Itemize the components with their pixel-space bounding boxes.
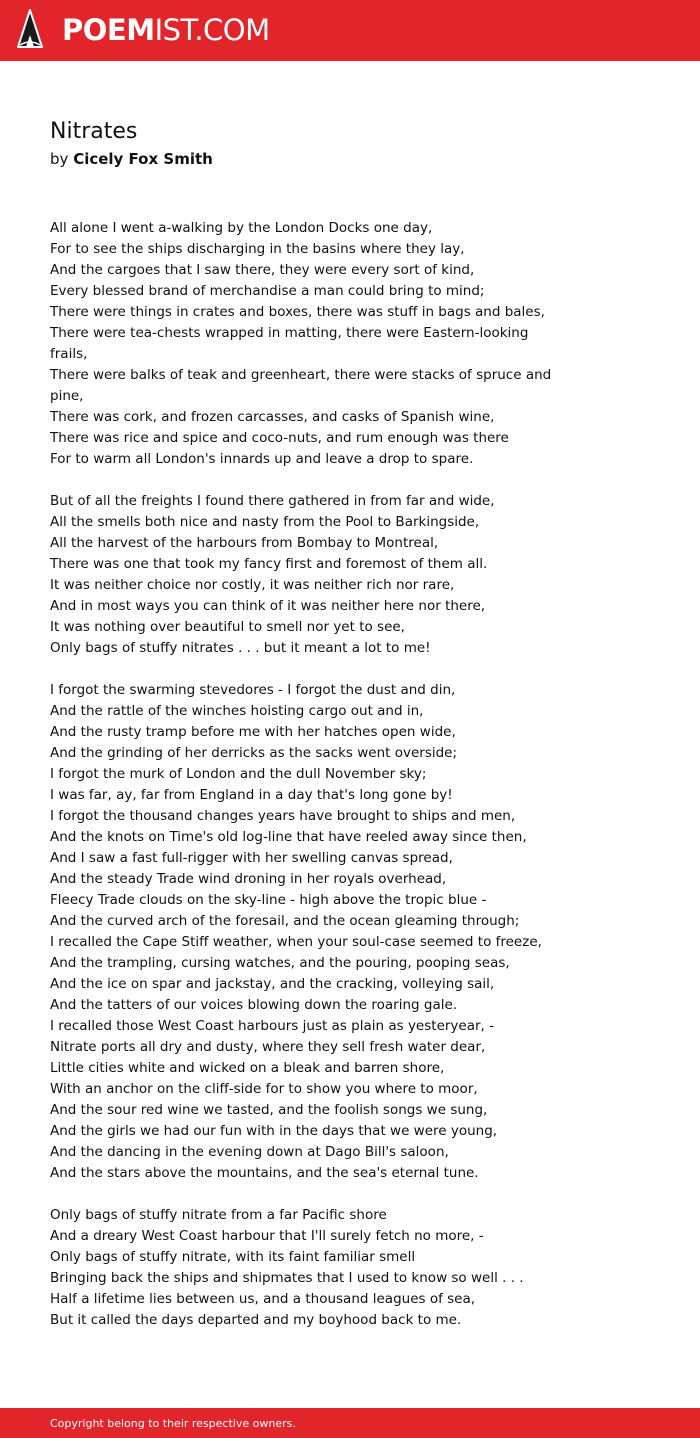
poem-line: Only bags of stuffy nitrates . . . but it meant a lot to me! (50, 640, 431, 656)
site-header (0, 0, 700, 61)
poem-line: With an anchor on the cliff-side for to show you where to moor, (50, 1081, 478, 1097)
poem-line: And the trampling, cursing watches, and the pouring, pooping seas, (50, 955, 510, 971)
poem-line: Only bags of stuffy nitrate from a far Pacific shore (50, 1207, 387, 1223)
poem-line: But of all the freights I found there gathered in from far and wide, (50, 493, 495, 509)
poem-line: And the curved arch of the foresail, and the ocean gleaming through; (50, 913, 520, 929)
poem-line: There were balks of teak and greenheart, there were stacks of spruce and (50, 367, 552, 383)
poem-line: I forgot the swarming stevedores - I forgot the dust and din, (50, 682, 456, 698)
poem-line: And the dancing in the evening down at Dago Bill's saloon, (50, 1144, 449, 1160)
stanza (50, 491, 570, 659)
poem-line: Only bags of stuffy nitrate, with its faint familiar smell (50, 1249, 416, 1265)
poem-line: And the girls we had our fun with in the days that we were young, (50, 1123, 498, 1139)
poem-line: Every blessed brand of merchandise a man could bring to mind; (50, 283, 485, 299)
poem-line: frails, (50, 346, 88, 362)
poem-line: And in most ways you can think of it was neither here nor there, (50, 598, 486, 614)
poem-line: Fleecy Trade clouds on the sky-line - high above the tropic blue - (50, 892, 487, 908)
poem-line: There was rice and spice and coco-nuts, and rum enough was there (50, 430, 509, 446)
logo-light-text: IST.COM (154, 13, 270, 47)
poem-line: Little cities white and wicked on a bleak and barren shore, (50, 1060, 445, 1076)
poem-line: And the cargoes that I saw there, they were every sort of kind, (50, 262, 475, 278)
poem-line: There was cork, and frozen carcasses, and casks of Spanish wine, (50, 409, 495, 425)
pen-nib-icon[interactable] (17, 9, 43, 51)
poem-line: I forgot the murk of London and the dull November sky; (50, 766, 427, 782)
poem-line: And the sour red wine we tasted, and the foolish songs we sung, (50, 1102, 488, 1118)
poem-line: There were things in crates and boxes, there was stuff in bags and bales, (50, 304, 545, 320)
poem-line: For to warm all London's innards up and leave a drop to spare. (50, 451, 474, 467)
poem-line: I recalled the Cape Stiff weather, when your soul-case seemed to freeze, (50, 934, 542, 950)
copyright-text: Copyright belong to their respective owners. (50, 1417, 296, 1430)
poem-body (50, 218, 570, 1352)
poem-line: And I saw a fast full-rigger with her swelling canvas spread, (50, 850, 453, 866)
poem-line: I forgot the thousand changes years have brought to ships and men, (50, 808, 516, 824)
poem-line: pine, (50, 388, 84, 404)
poem-line: All the smells both nice and nasty from the Pool to Barkingside, (50, 514, 480, 530)
poem-line: And the steady Trade wind droning in her royals overhead, (50, 871, 447, 887)
poem-title: Nitrates (50, 119, 138, 144)
poem-line: It was neither choice nor costly, it was neither rich nor rare, (50, 577, 455, 593)
poem-line: It was nothing over beautiful to smell nor yet to see, (50, 619, 405, 635)
author-name: Cicely Fox Smith (73, 150, 213, 168)
site-logo[interactable] (62, 12, 270, 48)
poem-line: All alone I went a-walking by the London Docks one day, (50, 220, 433, 236)
logo-bold-text: POEM (62, 13, 155, 47)
poem-line: There was one that took my fancy first and foremost of them all. (50, 556, 488, 572)
poem-line: Half a lifetime lies between us, and a thousand leagues of sea, (50, 1291, 476, 1307)
poem-line: And the grinding of her derricks as the sacks went overside; (50, 745, 458, 761)
byline (50, 149, 213, 169)
stanza (50, 680, 570, 1184)
poem-line: And the rusty tramp before me with her hatches open wide, (50, 724, 456, 740)
poem-line: Bringing back the ships and shipmates that I used to know so well . . . (50, 1270, 524, 1286)
site-footer (0, 1408, 700, 1438)
stanza (50, 218, 570, 470)
poem-line: Nitrate ports all dry and dusty, where they sell fresh water dear, (50, 1039, 486, 1055)
stanza (50, 1205, 570, 1331)
poem-line: And a dreary West Coast harbour that I'll surely fetch no more, - (50, 1228, 484, 1244)
poem-line: And the stars above the mountains, and the sea's eternal tune. (50, 1165, 479, 1181)
poem-line: For to see the ships discharging in the basins where they lay, (50, 241, 465, 257)
poem-line: There were tea-chests wrapped in matting, there were Eastern-looking (50, 325, 529, 341)
poem-line: And the tatters of our voices blowing down the roaring gale. (50, 997, 458, 1013)
poem-line: I recalled those West Coast harbours just as plain as yesteryear, - (50, 1018, 494, 1034)
by-label: by (50, 150, 69, 168)
poem-line: All the harvest of the harbours from Bombay to Montreal, (50, 535, 439, 551)
poem-line: I was far, ay, far from England in a day that's long gone by! (50, 787, 453, 803)
poem-line: And the rattle of the winches hoisting cargo out and in, (50, 703, 424, 719)
poem-line: And the ice on spar and jackstay, and the cracking, volleying sail, (50, 976, 495, 992)
poem-line: But it called the days departed and my boyhood back to me. (50, 1312, 462, 1328)
poem-line: And the knots on Time's old log-line that have reeled away since then, (50, 829, 527, 845)
